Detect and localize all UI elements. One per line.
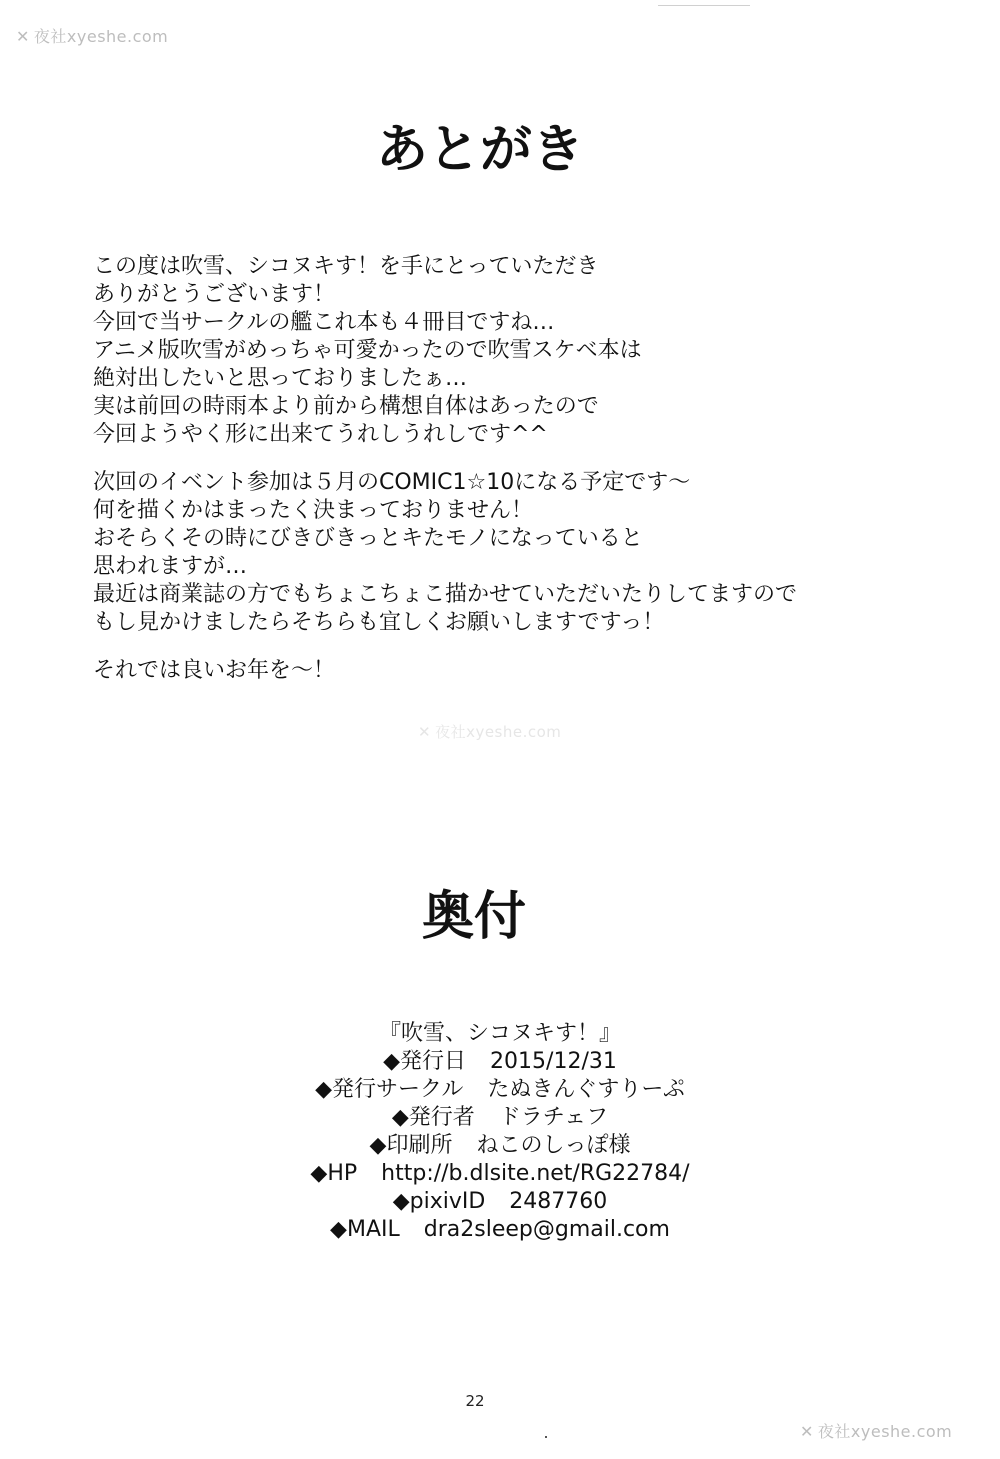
colophon-value: http://b.dlsite.net/RG22784/	[381, 1161, 690, 1186]
colophon-book-title: 『吹雪、シコヌキす！』	[378, 1021, 621, 1046]
afterword-line: 今回で当サークルの艦これ本も４冊目ですね…	[93, 310, 555, 335]
colophon-title: 奥付	[421, 887, 526, 947]
afterword-line: 何を描くかはまったく決まっておりません！	[93, 498, 534, 523]
colophon-entry-circle	[0, 1076, 1000, 1104]
colophon-entry-homepage	[0, 1160, 1000, 1188]
x-logo-icon: ✕	[16, 27, 30, 46]
x-logo-icon: ✕	[418, 723, 432, 741]
colophon-entry-publisher	[0, 1104, 1000, 1132]
afterword-line: おそらくその時にびきびきっとキたモノになっていると	[93, 526, 643, 551]
colophon-entry-mail	[0, 1216, 1000, 1244]
colophon-label: ◆発行者	[391, 1105, 475, 1130]
afterword-body	[93, 253, 913, 705]
afterword-line: 実は前回の時雨本より前から構想自体はあったので	[93, 394, 599, 419]
afterword-line: 今回ようやく形に出来てうれしうれしです^^	[93, 422, 548, 447]
x-logo-icon: ✕	[800, 1422, 814, 1441]
colophon-label: ◆MAIL	[330, 1217, 400, 1242]
afterword-line: もし見かけましたらそちらも宜しくお願いしますですっ！	[93, 610, 665, 635]
watermark-text: 夜社xyeshe.com	[33, 27, 169, 46]
colophon-block	[0, 1020, 1000, 1244]
scan-speck	[545, 1436, 547, 1438]
colophon-label: ◆発行日	[383, 1049, 467, 1074]
afterword-line: 思われますが…	[93, 554, 248, 579]
afterword-line: ありがとうございます！	[93, 282, 336, 307]
page-number: 22	[465, 1392, 485, 1410]
colophon-label: ◆HP	[310, 1161, 358, 1186]
afterword-paragraph-3	[93, 657, 913, 685]
colophon-value: 2015/12/31	[490, 1049, 617, 1074]
colophon-entry-printer	[0, 1132, 1000, 1160]
top-edge-mark	[658, 0, 750, 6]
afterword-line: 最近は商業誌の方でもちょこちょこ描かせていただいたりしてますので	[93, 582, 798, 607]
afterword-paragraph-1	[93, 253, 913, 449]
colophon-label: ◆発行サークル	[315, 1077, 464, 1102]
colophon-label: ◆pixivID	[392, 1189, 486, 1214]
colophon-entry-pixiv	[0, 1188, 1000, 1216]
colophon-label: ◆印刷所	[369, 1133, 453, 1158]
watermark-text: 夜社xyeshe.com	[817, 1422, 953, 1441]
afterword-line: 次回のイベント参加は５月のCOMIC1☆10になる予定です～	[93, 470, 691, 495]
colophon-value: ねこのしっぽ様	[476, 1133, 631, 1158]
colophon-value: dra2sleep@gmail.com	[423, 1217, 670, 1242]
watermark-text: 夜社xyeshe.com	[435, 723, 562, 741]
afterword-title: あとがき	[375, 120, 584, 180]
colophon-value: 2487760	[509, 1189, 608, 1214]
afterword-paragraph-2	[93, 469, 913, 637]
colophon-entry-date	[0, 1048, 1000, 1076]
watermark-top	[16, 24, 168, 47]
afterword-line: アニメ版吹雪がめっちゃ可愛かったので吹雪スケベ本は	[93, 338, 642, 363]
colophon-value: たぬきんぐすりーぷ	[487, 1077, 685, 1102]
colophon-value: ドラチェフ	[498, 1105, 609, 1130]
afterword-line: それでは良いお年を～！	[93, 658, 336, 683]
afterword-line: 絶対出したいと思っておりましたぁ…	[93, 366, 468, 391]
watermark-bottom	[800, 1419, 952, 1442]
afterword-line: この度は吹雪、シコヌキす！を手にとっていただき	[93, 254, 599, 279]
watermark-middle	[418, 721, 561, 742]
